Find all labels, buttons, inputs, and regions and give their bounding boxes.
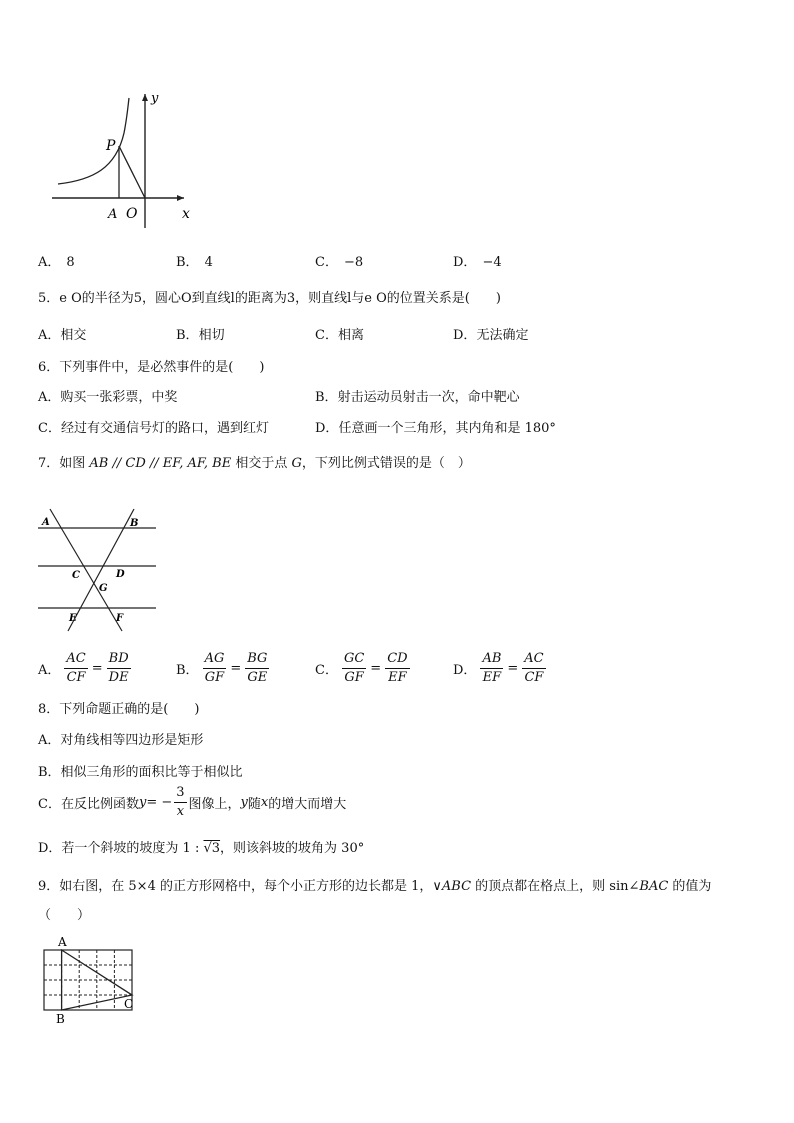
label-x: x	[182, 206, 190, 222]
q6-stem: 6．下列事件中，是必然事件的是( )	[38, 360, 265, 375]
transversal-af	[50, 509, 122, 631]
q5-option-c: C．相离	[315, 328, 364, 343]
q5-option-a: A．相交	[38, 328, 87, 343]
label-d: D	[116, 569, 125, 580]
q6-option-d: D．任意画一个三角形，其内角和是 180°	[315, 421, 556, 436]
q9-stem: 9．如右图，在 5×4 的正方形网格中，每个小正方形的边长都是 1，∨ABC 的顶点都在格点上，则 sin∠BAC 的值为	[38, 879, 712, 894]
label-f: F	[116, 613, 124, 624]
q7-option-a: A． $\frac{AC}{CF}$ = $\frac{BD}{DE}$	[38, 651, 129, 685]
q9-grid-figure	[38, 932, 142, 1028]
label-o: O	[126, 206, 138, 222]
q8-option-b: B．相似三角形的面积比等于相似比	[38, 765, 243, 780]
label-b: B	[130, 518, 139, 529]
y-arrow	[142, 94, 148, 101]
x-arrow	[177, 195, 184, 201]
grid-border	[44, 950, 132, 1010]
q4-option-c: C． −8	[315, 255, 364, 270]
q4-option-a: A． 8	[38, 255, 75, 270]
label-e: E	[69, 613, 77, 624]
q8-option-d: D．若一个斜坡的坡度为 1 : √3，则该斜坡的坡角为 30°	[38, 841, 365, 856]
q5-option-b: B．相切	[176, 328, 225, 343]
label-p: P	[106, 138, 116, 154]
label-g: G	[99, 583, 108, 594]
q5-option-d: D．无法确定	[453, 328, 529, 343]
q6-option-c: C．经过有交通信号灯的路口，遇到红灯	[38, 421, 269, 436]
label-y: y	[151, 91, 159, 106]
q7-option-c: C． $\frac{GC}{GF}$ = $\frac{CD}{EF}$	[315, 651, 408, 685]
q6-option-a: A．购买一张彩票，中奖	[38, 390, 178, 405]
q8-option-c: C．在反比例函数 y = − $\frac{3}{x}$ 图像上， y 随 x 的增大而增大	[38, 785, 347, 819]
q4-option-b: B． 4	[176, 255, 213, 270]
q6-option-b: B．射击运动员射击一次，命中靶心	[315, 390, 520, 405]
q7-parallel-lines-figure	[36, 505, 158, 633]
q7-option-d: D． $\frac{AB}{EF}$ = $\frac{AC}{CF}$	[453, 651, 544, 685]
segment-po	[119, 146, 145, 198]
q5-stem: 5．e O的半径为5，圆心O到直线l的距离为3，则直线l与e O的位置关系是( )	[38, 291, 501, 306]
q8-option-a: A．对角线相等四边形是矩形	[38, 733, 204, 748]
q8-stem: 8．下列命题正确的是( )	[38, 702, 200, 717]
q4-graph-figure	[48, 88, 198, 228]
grid-lines-horizontal	[44, 965, 132, 995]
label-a: A	[58, 935, 67, 949]
q4-option-d: D． −4	[453, 255, 502, 270]
q9-answer-parens: （ ）	[38, 908, 91, 923]
q7-stem: 7．如图 AB // CD // EF, AF, BE 相交于点 G，下列比例式错误的是（ ）	[38, 456, 471, 471]
label-c: C	[72, 570, 80, 581]
label-c: C	[124, 997, 134, 1011]
q7-option-b: B． $\frac{AG}{GF}$ = $\frac{BG}{GE}$	[176, 651, 268, 685]
label-a: A	[42, 517, 50, 528]
label-a: A	[108, 207, 118, 222]
label-b: B	[56, 1012, 65, 1026]
